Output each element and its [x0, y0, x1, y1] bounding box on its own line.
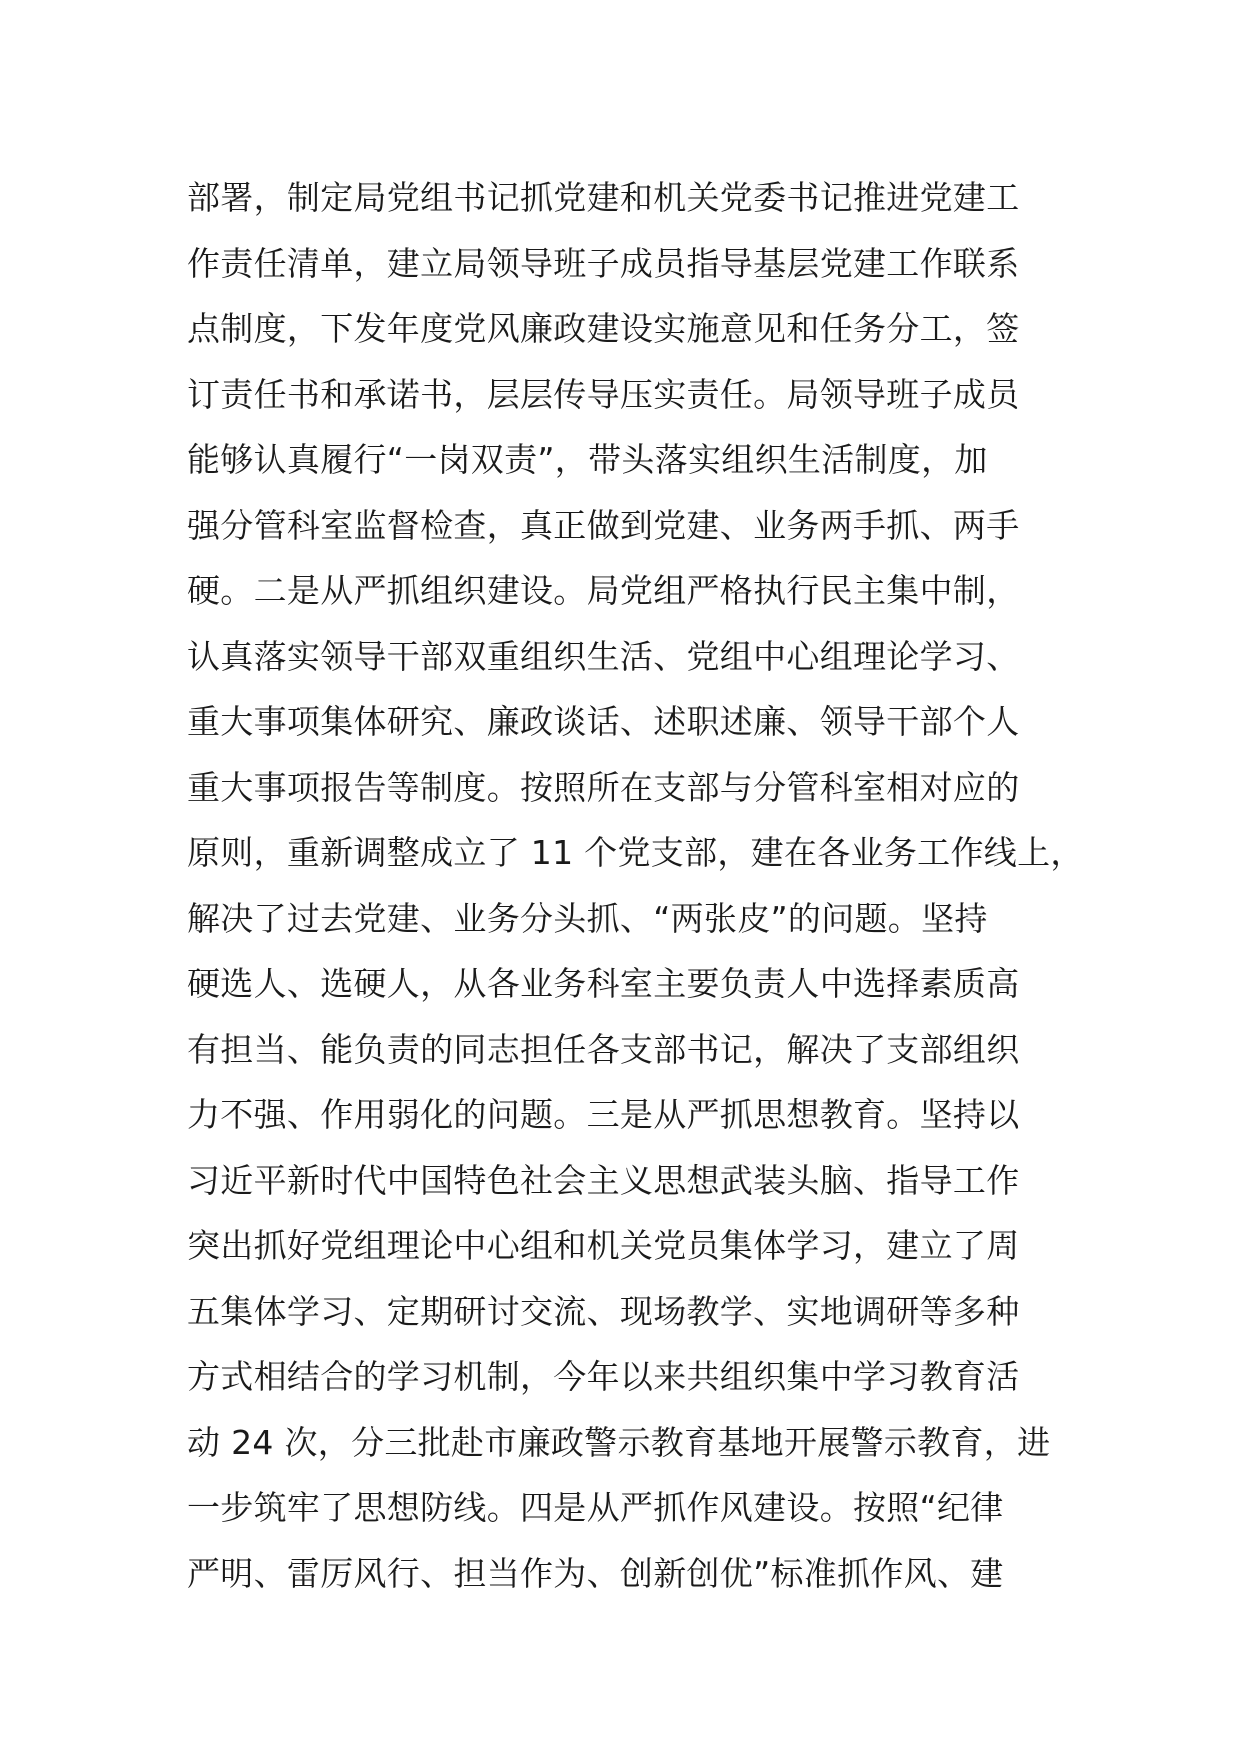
text-line: 解决了过去党建、业务分头抓、“两张皮”的问题。坚持	[187, 898, 988, 938]
text-line: 认真落实领导干部双重组织生活、党组中心组理论学习、	[187, 636, 1020, 676]
text-line: 重大事项报告等制度。按照所在支部与分管科室相对应的	[187, 767, 1020, 807]
text-line: 力不强、作用弱化的问题。三是从严抓思想教育。坚持以	[187, 1095, 1020, 1134]
text-line: 能够认真履行“一岗双责”，带头落实组织生活制度，加	[187, 440, 988, 479]
text-line: 部署，制定局党组书记抓党建和机关党委书记推进党建工	[187, 178, 1020, 217]
text-line: 方式相结合的学习机制，今年以来共组织集中学习教育活	[187, 1357, 1020, 1396]
text-line: 订责任书和承诺书，层层传导压实责任。局领导班子成员	[187, 374, 1020, 414]
text-line: 习近平新时代中国特色社会主义思想武装头脑、指导工作	[187, 1160, 1020, 1200]
text-line: 严明、雷厉风行、担当作为、创新创优”标准抓作风、建	[187, 1553, 1004, 1593]
text-line: 强分管科室监督检查，真正做到党建、业务两手抓、两手	[187, 505, 1020, 545]
text-line: 突出抓好党组理论中心组和机关党员集体学习，建立了周	[187, 1226, 1020, 1265]
body-paragraph	[187, 165, 1087, 1606]
text-line: 一步筑牢了思想防线。四是从严抓作风建设。按照“纪律	[187, 1488, 1004, 1527]
text-line: 重大事项集体研究、廉政谈话、述职述廉、领导干部个人	[187, 702, 1020, 741]
text-line: 动 24 次，分三批赴市廉政警示教育基地开展警示教育，进	[187, 1422, 1051, 1462]
text-line: 作责任清单，建立局领导班子成员指导基层党建工作联系	[187, 243, 1020, 283]
text-line: 有担当、能负责的同志担任各支部书记，解决了支部组织	[187, 1029, 1020, 1069]
text-line: 原则，重新调整成立了 11 个党支部，建在各业务工作线上，	[187, 833, 1084, 872]
text-line: 五集体学习、定期研讨交流、现场教学、实地调研等多种	[187, 1291, 1020, 1331]
text-line: 硬。二是从严抓组织建设。局党组严格执行民主集中制，	[187, 571, 1020, 610]
text-line: 硬选人、选硬人，从各业务科室主要负责人中选择素质高	[187, 964, 1020, 1003]
text-line: 点制度，下发年度党风廉政建设实施意见和任务分工，签	[187, 309, 1020, 348]
